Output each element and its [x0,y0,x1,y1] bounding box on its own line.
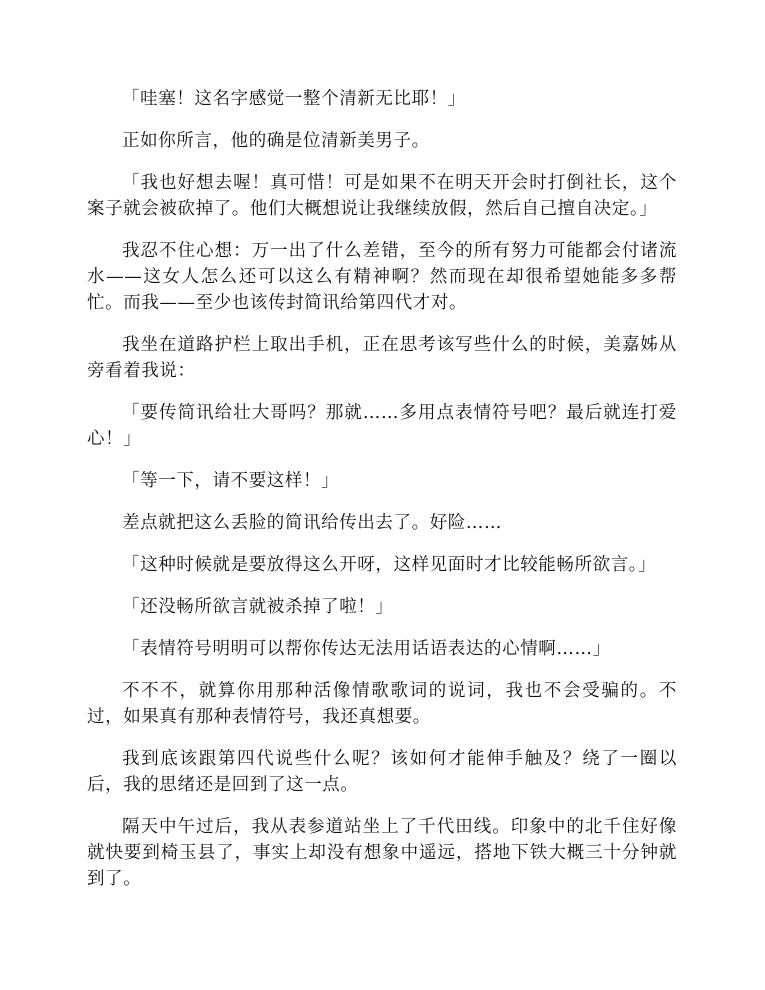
paragraph-1: 「哇塞！这名字感觉一整个清新无比耶！」 [122,89,466,109]
paragraph-8: 差点就把这么丢脸的简讯给传出去了。好险…… [122,513,503,533]
paragraph-4: 我忍不住心想：万一出了什么差错，至今的所有努力可能都会付诸流水——这女人怎么还可以这么有精神啊？然而现在却很希望她能多多帮忙。而我——至少也该传封简讯给第四代才对。 [87,241,677,313]
paragraph-9: 「这种时候就是要放得这么开呀，这样见面时才比较能畅所欲言。」 [122,555,657,575]
paragraph-6: 「要传简讯给壮大哥吗？那就……多用点表情符号吧？最后就连打爱心！」 [87,403,677,449]
paragraph-10: 「还没畅所欲言就被杀掉了啦！」 [122,597,394,617]
paragraph-12: 不不不，就算你用那种活像情歌歌词的说词，我也不会受骗的。不过，如果真有那种表情符号，我还真想要。 [87,681,677,727]
document-page [87,86,677,908]
paragraph-3: 「我也好想去喔！真可惜！可是如果不在明天开会时打倒社长，这个案子就会被砍掉了。他们大概想说让我继续放假，然后自己擅自决定。」 [87,173,677,219]
paragraph-13: 我到底该跟第四代说些什么呢？该如何才能伸手触及？绕了一圈以后，我的思绪还是回到了这一点。 [87,749,677,795]
paragraph-5: 我坐在道路护栏上取出手机，正在思考该写些什么的时候，美嘉姊从旁看着我说： [87,335,677,381]
paragraph-11: 「表情符号明明可以帮你传达无法用话语表达的心情啊……」 [122,639,611,659]
paragraph-14: 隔天中午过后，我从表参道站坐上了千代田线。印象中的北千住好像就快要到椅玉县了，事实上却没有想象中遥远，搭地下铁大概三十分钟就到了。 [87,817,677,889]
paragraph-7: 「等一下，请不要这样！」 [122,471,340,491]
paragraph-2: 正如你所言，他的确是位清新美男子。 [122,131,430,151]
